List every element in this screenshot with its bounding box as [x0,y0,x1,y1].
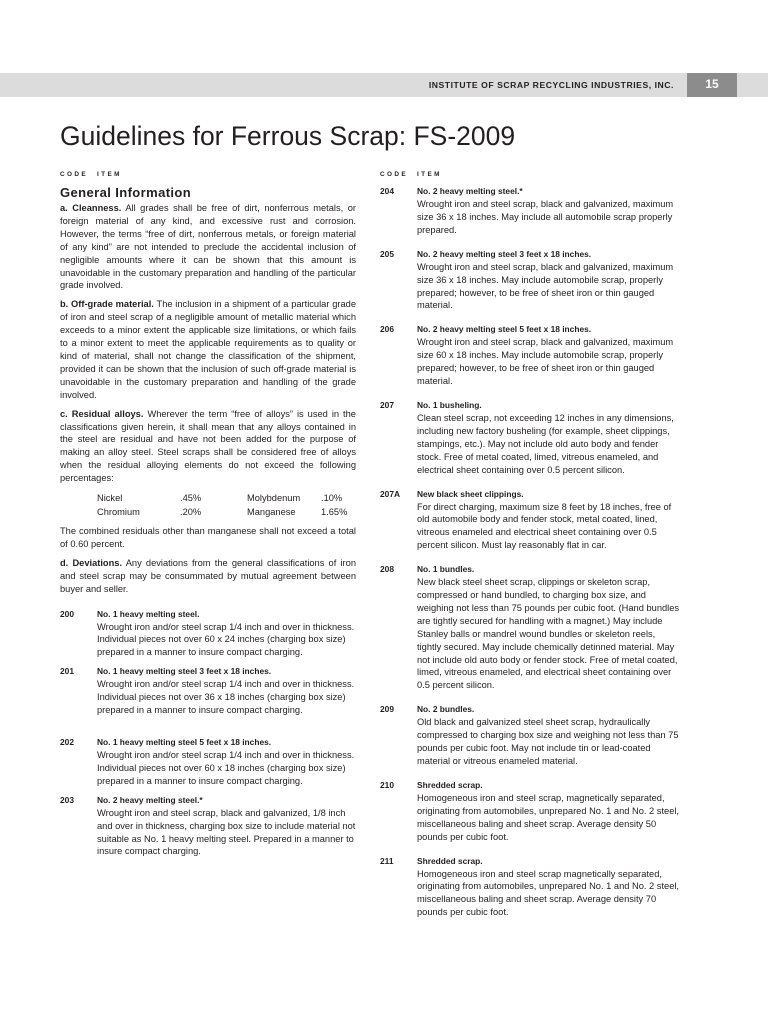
grade-entry [380,779,680,844]
offgrade-lead: b. Off-grade material. [60,299,154,310]
grade-title: Shredded scrap. [417,779,483,790]
cleanness-text: All grades shall be free of dirt, nonferrous metals, or foreign material of any kind, and excessive rust and corrosion. However, the terms “free of dirt, nonferrous metals, or foreign material of any kind” are not intended to preclude the accidental inclusion of negligible amounts where it can be shown that this amount is unavoidable in the customary preparation and handling of the particular grade involved. [60,203,356,291]
grade-code: 210 [380,779,394,790]
grade-entry [380,185,680,237]
grade-entry [60,794,356,859]
alloy-table [97,491,356,519]
grade-entry [380,488,680,553]
grade-code: 209 [380,704,394,715]
grade-description: Homogeneous iron and steel scrap magnetically separated, originating from automobiles, unprepared No. 1 and No. 2 steel, miscellaneous baling and sheet scrap. Average density 70 pounds per cubic foot. [417,868,680,918]
alloy-name: Manganese [247,507,296,518]
left-column [60,171,356,858]
grade-entry [380,323,680,388]
code-label: CODE [380,171,409,178]
grade-code: 202 [60,737,74,747]
grade-entry [60,736,356,788]
item-label: ITEM [417,171,442,178]
alloy-value: 1.65% [321,507,348,518]
alloy-value: .20% [180,507,202,518]
grade-description: Clean steel scrap, not exceeding 12 inches in any dimensions, including new factory busheling (for example, sheet clippings, stampings, etc.). May not include old auto body and fender stock. Free of metal coated, limed, vitreous enameled, and electrical sheet containing over 0.5 percent silicon. [417,412,674,475]
deviations-paragraph [60,557,356,596]
page-number: 15 [687,73,737,97]
grade-code: 200 [60,608,74,619]
grade-code: 204 [380,186,394,196]
alloy-row [97,491,356,505]
grade-title: No. 1 bundles. [417,564,475,575]
residual-lead: c. Residual alloys. [60,408,144,419]
alloy-value: .45% [180,493,202,504]
cleanness-paragraph [60,202,356,292]
grade-description: Wrought iron and/or steel scrap 1/4 inch and over in thickness. Individual pieces not over 36 x 18 inches (charging box size) prepared in a manner to insure compact charging. [97,679,355,716]
grade-code: 203 [60,794,74,805]
deviations-text: Any deviations from the general classifications of iron and steel scrap may be consummated by mutual agreement between buyer and seller. [60,557,356,594]
alloy-name: Chromium [97,507,140,518]
grade-description: For direct charging, maximum size 8 feet by 18 inches, free of old automobile body and fender stock, metal coated, lined, vitreous enameled and electrical sheet containing over 0.5 percent silicon. Must lay reasonably flat in car. [417,501,672,551]
grade-title: Shredded scrap. [417,855,483,866]
grade-entry [380,399,680,477]
alloy-row [97,505,356,519]
grade-code: 211 [380,855,394,866]
alloy-value: .10% [321,493,343,504]
grade-title: No. 2 heavy melting steel 5 feet x 18 inches. [417,324,592,335]
grade-title: No. 2 heavy melting steel.* [417,186,523,196]
grade-title: No. 1 heavy melting steel 3 feet x 18 inches. [97,666,272,677]
grade-entry [380,703,680,768]
grade-title: No. 1 heavy melting steel 5 feet x 18 inches. [97,737,272,747]
grade-code: 205 [380,248,394,259]
grade-entry [380,248,680,313]
grade-entry [60,608,356,660]
grade-description: Wrought iron and steel scrap, black and galvanized, maximum size 36 x 18 inches. May include all automobile scrap properly prepared. [417,199,674,235]
grade-entry [380,563,680,692]
grade-description: New black steel sheet scrap, clippings or skeleton scrap, compressed or hand bundled, to charging box size, and weighing not less than 75 pounds per cubic foot. (Hand bundles are tightly secured for handling with a magnet.) May include Stanley balls or mandrel wound bundles or skeleton reels, tightly secured. May include chemically detinned material. May not include old auto body or fender stock. Free of metal coated, limed, vitreous enameled, and electrical sheet containing over 0.5 percent silicon. [417,577,680,691]
grade-code: 207A [380,488,401,499]
grade-title: No. 2 bundles. [417,704,475,715]
deviations-lead: d. Deviations. [60,557,123,568]
header-organization: INSTITUTE OF SCRAP RECYCLING INDUSTRIES, INC. [428,80,674,90]
offgrade-paragraph [60,298,356,401]
grade-entry [380,855,680,920]
column-header [380,171,680,185]
grade-description: Old black and galvanized steel sheet scrap, hydraulically compressed to charging box size and weighing not less than 75 pounds per cubic foot. May not include tin or lead-coated material or vitreous enameled material. [417,717,679,766]
grade-title: No. 2 heavy melting steel 3 feet x 18 inches. [417,248,592,259]
grade-description: Wrought iron and/or steel scrap 1/4 inch and over in thickness. Individual pieces not over 60 x 24 inches (charging box size) prepared in a manner to insure compact charging. [97,621,355,658]
grade-title: No. 1 heavy melting steel. [97,608,200,619]
grade-description: Wrought iron and/or steel scrap 1/4 inch and over in thickness. Individual pieces not over 60 x 18 inches (charging box size) prepared in a manner to insure compact charging. [97,750,355,786]
general-information-heading: General Information [60,185,192,200]
code-label: CODE [60,171,89,178]
alloy-name: Molybdenum [247,493,301,504]
offgrade-text: The inclusion in a shipment of a particular grade of iron and steel scrap of a negligible amount of metallic material which exceeds to a minor extent the applicable size limitations, or which fails to a minor extent to meet the applicable requirements as to quality or kind of material, shall not change the classification of the shipment, provided it can be shown that the inclusion of such off-grade material is unavoidable in the customary preparation and handling of the grade involved. [60,299,356,400]
item-label: ITEM [97,171,122,178]
grade-description: Wrought iron and steel scrap, black and galvanized, maximum size 36 x 18 inches. May include automobile scrap, properly prepared; however, to be free of sheet iron or thin gauged material. [417,261,674,311]
grade-description: Wrought iron and steel scrap, black and galvanized, 1/8 inch and over in thickness, charging box size to include material not suitable as No. 1 heavy melting steel. Prepared in a manner to insure compact charging. [97,807,356,857]
alloy-name: Nickel [97,493,123,504]
cleanness-lead: a. Cleanness. [60,203,122,213]
grade-code: 206 [380,324,394,335]
grade-title: No. 2 heavy melting steel.* [97,794,203,805]
residual-paragraph [60,408,356,485]
grade-title: New black sheet clippings. [417,488,524,499]
residual-text: Wherever the term “free of alloys” is used in the classifications given herein, it shall mean that any alloys contained in the steel are residual and have not been added for the purpose of making an alloy steel. Steel scraps shall be considered free of alloys when the residual alloying elements do not exceed the following percentages: [60,408,356,484]
grade-entry [60,665,356,717]
combined-residuals-paragraph: The combined residuals other than manganese shall not exceed a total of 0.60 percent. [60,526,356,549]
grade-description: Homogeneous iron and steel scrap, magnetically separated, originating from automobiles, unprepared No. 1 and No. 2 steel, miscellaneous baling and sheet scrap. Average density 50 pounds per cubic foot. [417,792,680,842]
column-header [60,171,356,185]
grade-description: Wrought iron and steel scrap, black and galvanized, maximum size 60 x 18 inches. May include automobile scrap, properly prepared; however, to be free of sheet iron or thin gauged material. [417,337,674,387]
right-column [380,171,680,919]
grade-code: 208 [380,564,394,575]
grade-code: 207 [380,399,394,410]
page-title: Guidelines for Ferrous Scrap: FS-2009 [60,121,516,151]
grade-title: No. 1 busheling. [417,399,482,410]
grade-code: 201 [60,666,74,677]
